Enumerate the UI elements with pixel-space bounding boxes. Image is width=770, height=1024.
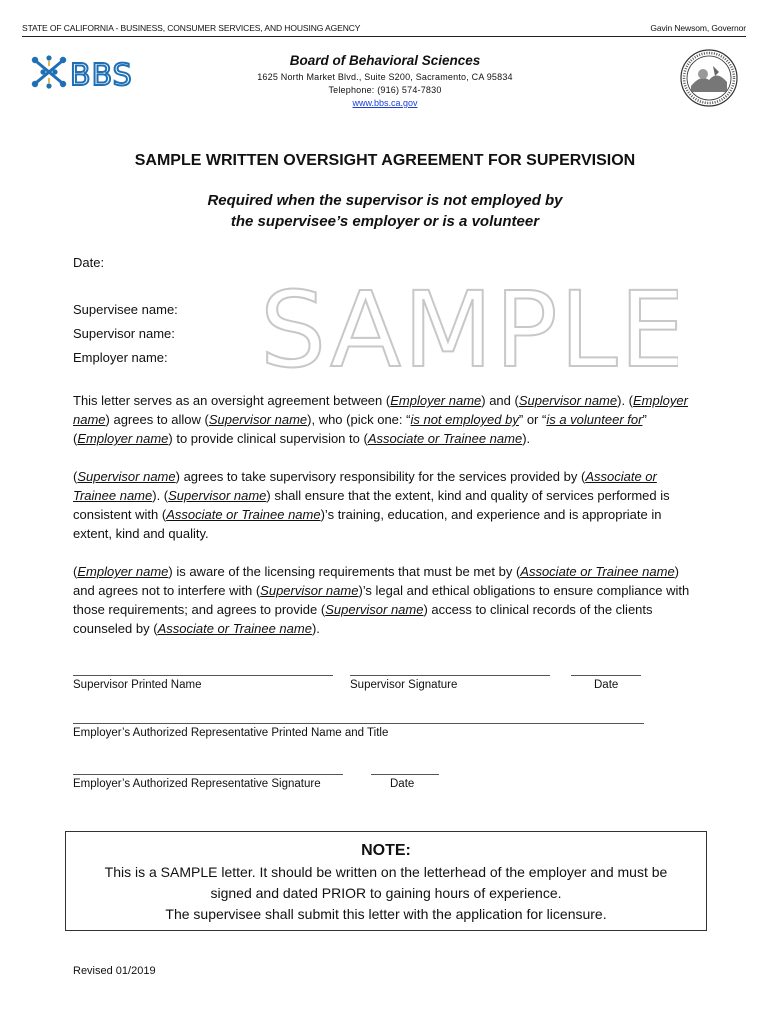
subtitle-line-2: the supervisee’s employer or is a volunteer bbox=[230, 213, 540, 230]
sample-watermark bbox=[258, 270, 678, 380]
date-label: Date: bbox=[73, 255, 105, 270]
employer-rep-name-line[interactable] bbox=[73, 723, 644, 724]
date-line-2[interactable] bbox=[371, 774, 439, 775]
date-label-2: Date bbox=[390, 778, 415, 790]
board-info bbox=[0, 53, 770, 108]
board-name: Board of Behavioral Sciences bbox=[289, 53, 481, 68]
state-seal-icon bbox=[679, 48, 739, 108]
supervisor-printed-name-line[interactable] bbox=[73, 675, 333, 676]
note-line-3: The supervisee shall submit this letter with the application for licensure. bbox=[165, 906, 607, 922]
agency-header bbox=[22, 20, 746, 37]
state-seal bbox=[679, 48, 739, 108]
board-telephone: Telephone: (916) 574-7830 bbox=[328, 85, 442, 95]
governor-name: Gavin Newsom, Governor bbox=[650, 23, 746, 33]
supervisor-signature-label: Supervisor Signature bbox=[350, 679, 458, 691]
document-title: SAMPLE WRITTEN OVERSIGHT AGREEMENT FOR SUPERVISION bbox=[134, 152, 636, 169]
note-line-1: This is a SAMPLE letter. It should be written on the letterhead of the employer and must be bbox=[104, 864, 668, 880]
employer-rep-signature-label: Employer’s Authorized Representative Signature bbox=[73, 778, 321, 790]
note-box bbox=[65, 831, 707, 931]
employer-name-label: Employer name: bbox=[73, 350, 168, 365]
document-subtitle bbox=[0, 190, 770, 232]
agreement-paragraph-2: (Supervisor name) agrees to take supervisory responsibility for the services provided by (Associate or Trainee name). (Supervisor name) shall ensure that the extent, kind and quality of services performed is consistent with (Associate or Trainee name)’s training, education, and experience and is appropriate in extent, kind and quality. bbox=[73, 469, 670, 541]
supervisee-name-label: Supervisee name: bbox=[73, 302, 178, 317]
note-heading: NOTE: bbox=[361, 842, 411, 859]
note-line-2: signed and dated PRIOR to gaining hours of experience. bbox=[210, 885, 562, 901]
agreement-paragraph-1: This letter serves as an oversight agreement between (Employer name) and (Supervisor name). (Employer name) agrees to allow (Supervisor name), who (pick one: “is not employed by” or “is a volunteer for” (Employer name) to provide clinical supervision to (Associate or Trainee name). bbox=[73, 393, 688, 446]
agency-name: STATE OF CALIFORNIA - BUSINESS, CONSUMER SERVICES, AND HOUSING AGENCY bbox=[22, 23, 361, 33]
subtitle-line-1: Required when the supervisor is not employed by bbox=[207, 192, 563, 209]
watermark-text: SAMPLE bbox=[260, 270, 678, 380]
board-address: 1625 North Market Blvd., Suite S200, Sacramento, CA 95834 bbox=[257, 72, 513, 82]
supervisor-signature-line[interactable] bbox=[350, 675, 550, 676]
revised-date: Revised 01/2019 bbox=[73, 965, 156, 977]
supervisor-name-label: Supervisor name: bbox=[73, 326, 175, 341]
supervisor-printed-name-label: Supervisor Printed Name bbox=[73, 679, 202, 691]
logo-text: BBS bbox=[70, 58, 133, 92]
date-label-1: Date bbox=[594, 679, 619, 691]
date-line-1[interactable] bbox=[571, 675, 641, 676]
agreement-paragraph-3: (Employer name) is aware of the licensing requirements that must be met by (Associate or Trainee name) and agrees not to interfere with (Supervisor name)’s legal and ethical obligations to ensure compliance with those requirements; and agrees to provide (Supervisor name) access to clinical records of the clients counseled by (Associate or Trainee name). bbox=[73, 564, 690, 636]
board-website-link[interactable]: www.bbs.ca.gov bbox=[352, 98, 418, 108]
employer-rep-signature-line[interactable] bbox=[73, 774, 343, 775]
employer-rep-name-label: Employer’s Authorized Representative Printed Name and Title bbox=[73, 727, 389, 739]
